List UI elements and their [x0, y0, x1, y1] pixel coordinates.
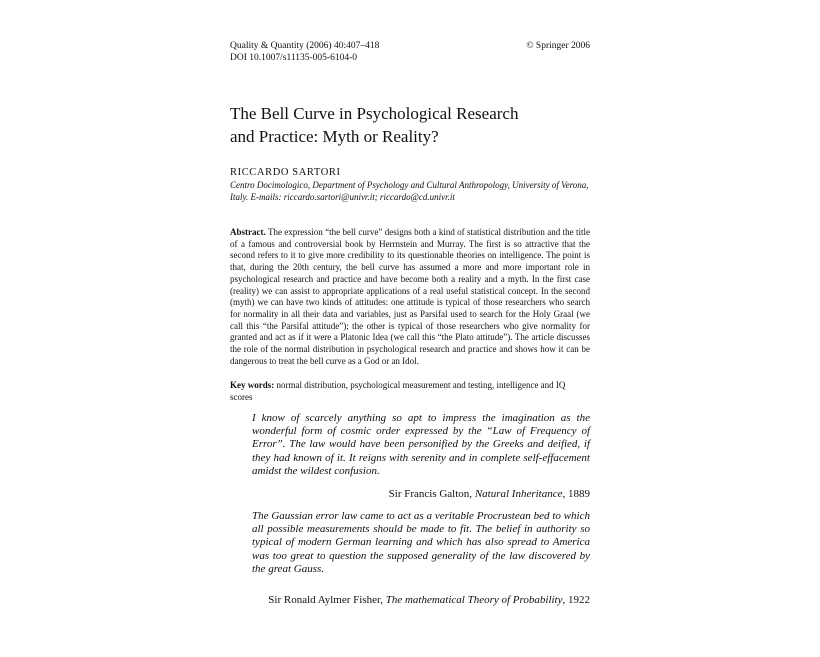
epigraph-attribution-2 [230, 594, 590, 607]
title-line-2: and Practice: Myth or Reality? [230, 127, 439, 146]
copyright-notice: © Springer 2006 [526, 41, 590, 51]
quote-author: Sir Ronald Aylmer Fisher, [268, 594, 383, 606]
doi: DOI 10.1007/s11135-005-6104-0 [230, 53, 358, 63]
keywords [230, 380, 590, 403]
abstract-text: The expression “the bell curve” designs both a kind of statistical distribution and the title of a famous and controversial book by Herrnstein and Murray. The first is so attractive that the second refers to it to give more credibility to its questionable theories on intelligence. The point is that, during the 20th century, the bell curve has assumed a more and more important role in psychological research and practice and have become both a reality and a myth. In the first case (reality) we can assist to appropriate applications of a real useful statistical concept. In the second (myth) we can have two kinds of attitudes: one attitude is typical of those researchers who search for normality in all their data and variables, just as Parsifal used to search for the Holy Graal (we call this “the Parsifal attitude”); the other is typical of those researchers who give normality for granted and act as if it were a Platonic Idea (we call this “the Plato attitude”). The article discusses the role of the normal distribution in psychological research and practice and shows how it can be dangerous to treat the bell curve as a God or an Idol. [230, 227, 590, 366]
abstract [230, 227, 590, 367]
keywords-label: Key words: [230, 380, 275, 390]
quote-year: , 1889 [562, 488, 590, 500]
author-affiliation: Centro Docimologico, Department of Psychology and Cultural Anthropology, University of Verona, Italy. E-mails: riccardo.sartori@univr.it; riccardo@cd.univr.it [230, 180, 589, 202]
journal-citation: Quality & Quantity (2006) 40:407–418 [230, 41, 380, 51]
epigraph-quote-2: The Gaussian error law came to act as a veritable Procrustean bed to which all possible measurements should be made to fit. The belief in authority so typical of modern German learning and which has also spread to America was too great to question the supposed generality of the law discovered by the great Gauss. [252, 510, 590, 575]
epigraph-attribution-1 [230, 488, 590, 501]
quote-author: Sir Francis Galton, [388, 488, 473, 500]
running-header [230, 40, 590, 64]
abstract-label: Abstract. [230, 227, 266, 237]
quote-work: The mathematical Theory of Probability [385, 594, 563, 606]
quote-work: Natural Inheritance [474, 488, 563, 500]
keywords-text: normal distribution, psychological measurement and testing, intelligence and IQ scores [230, 380, 566, 402]
epigraph-quote-1: I know of scarcely anything so apt to impress the imagination as the wonderful form of cosmic order expressed by the “Law of Frequency of Error”. The law would have been personified by the Greeks and deified, if they had known of it. It reigns with serenity and in complete self-effacement amidst the wildest confusion. [252, 412, 590, 477]
author-name: RICCARDO SARTORI [230, 167, 341, 178]
article-title [230, 102, 590, 148]
title-line-1: The Bell Curve in Psychological Research [230, 104, 519, 123]
quote-year: , 1922 [562, 594, 590, 606]
